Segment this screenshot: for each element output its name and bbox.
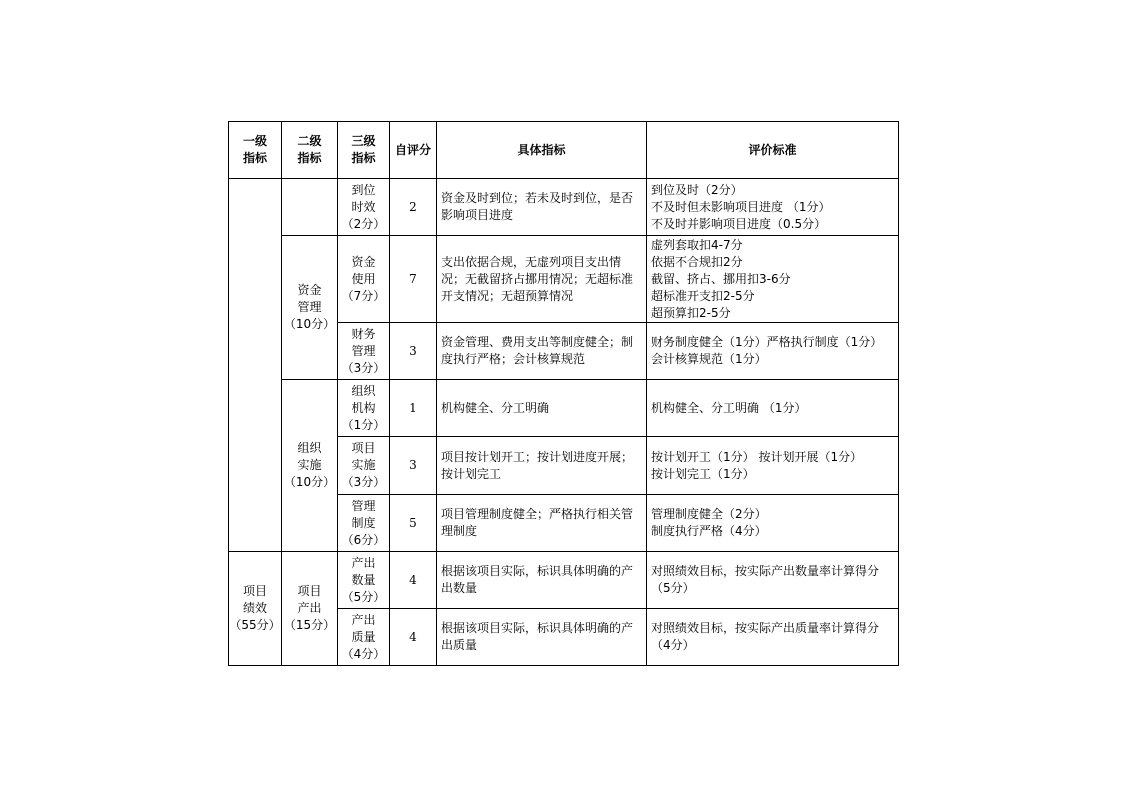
header-level3: 三级 指标 — [338, 122, 390, 179]
evaluation-standard-cell: 到位及时（2分） 不及时但未影响项目进度 （1分） 不及时并影响项目进度（0.5分） — [647, 179, 899, 236]
evaluation-standard-cell: 对照绩效目标，按实际产出质量率计算得分（4分） — [647, 609, 899, 666]
level2-fund-management-cell: 资金 管理 （10分） — [282, 236, 338, 380]
header-evaluation-standard: 评价标准 — [647, 122, 899, 179]
specific-indicator-cell: 资金管理、费用支出等制度健全；制度执行严格；会计核算规范 — [437, 323, 647, 380]
evaluation-standard-cell: 财务制度健全（1分）严格执行制度（1分） 会计核算规范（1分） — [647, 323, 899, 380]
header-self-score: 自评分 — [390, 122, 437, 179]
level3-cell: 财务 管理 （3分） — [338, 323, 390, 380]
level3-cell: 产出 数量 （5分） — [338, 552, 390, 609]
table-row — [229, 380, 899, 437]
level2-blank-cell — [282, 179, 338, 236]
specific-indicator-cell: 支出依据合规，无虚列项目支出情况；无截留挤占挪用情况；无超标准开支情况；无超预算情况 — [437, 236, 647, 323]
self-score-cell: 5 — [390, 495, 437, 552]
level3-cell: 组织 机构 （1分） — [338, 380, 390, 437]
table-row — [229, 552, 899, 609]
table-row — [229, 179, 899, 236]
self-score-cell: 4 — [390, 609, 437, 666]
specific-indicator-cell: 项目管理制度健全；严格执行相关管理制度 — [437, 495, 647, 552]
level2-project-output-cell: 项目 产出 （15分） — [282, 552, 338, 666]
level3-cell: 管理 制度 （6分） — [338, 495, 390, 552]
specific-indicator-cell: 机构健全、分工明确 — [437, 380, 647, 437]
header-level2: 二级 指标 — [282, 122, 338, 179]
specific-indicator-cell: 资金及时到位；若未及时到位，是否影响项目进度 — [437, 179, 647, 236]
level3-cell: 项目 实施 （3分） — [338, 437, 390, 495]
evaluation-standard-cell: 管理制度健全（2分） 制度执行严格（4分） — [647, 495, 899, 552]
evaluation-standard-cell: 虚列套取扣4-7分 依据不合规扣2分 截留、挤占、挪用扣3-6分 超标准开支扣2-5分 超预算扣2-5分 — [647, 236, 899, 323]
specific-indicator-cell: 根据该项目实际，标识具体明确的产出数量 — [437, 552, 647, 609]
specific-indicator-cell: 项目按计划开工；按计划进度开展；按计划完工 — [437, 437, 647, 495]
level3-cell: 到位 时效 （2分） — [338, 179, 390, 236]
evaluation-index-table — [228, 121, 899, 666]
level3-cell: 资金 使用 （7分） — [338, 236, 390, 323]
evaluation-standard-cell: 机构健全、分工明确 （1分） — [647, 380, 899, 437]
evaluation-standard-cell: 按计划开工（1分） 按计划开展（1分） 按计划完工（1分） — [647, 437, 899, 495]
level1-project-performance-cell: 项目 绩效 （55分） — [229, 552, 282, 666]
self-score-cell: 7 — [390, 236, 437, 323]
self-score-cell: 4 — [390, 552, 437, 609]
specific-indicator-cell: 根据该项目实际，标识具体明确的产出质量 — [437, 609, 647, 666]
table-header-row — [229, 122, 899, 179]
header-level1: 一级 指标 — [229, 122, 282, 179]
level2-org-implementation-cell: 组织 实施 （10分） — [282, 380, 338, 552]
level1-blank-cell — [229, 179, 282, 552]
self-score-cell: 1 — [390, 380, 437, 437]
header-specific-indicator: 具体指标 — [437, 122, 647, 179]
level3-cell: 产出 质量 （4分） — [338, 609, 390, 666]
evaluation-standard-cell: 对照绩效目标，按实际产出数量率计算得分（5分） — [647, 552, 899, 609]
self-score-cell: 3 — [390, 437, 437, 495]
self-score-cell: 3 — [390, 323, 437, 380]
table-row — [229, 236, 899, 323]
self-score-cell: 2 — [390, 179, 437, 236]
